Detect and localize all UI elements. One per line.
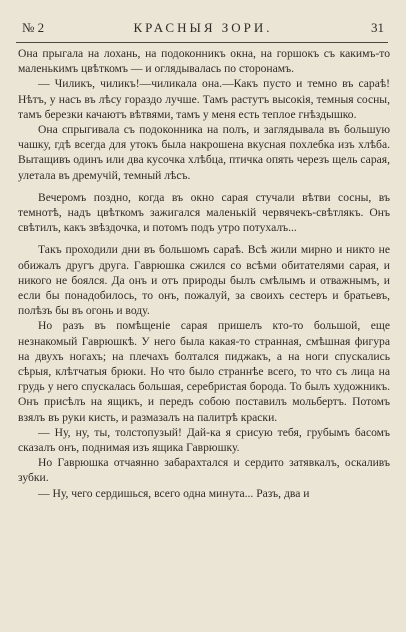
- header-rule: [16, 42, 388, 43]
- paragraph: Такъ проходили дни въ большомъ сараѣ. Всѣ жили мирно и никто не обижалъ другъ друга. Гаврюшка сжился со всѣми обитателями сарая, и никого не боялся. Да онъ и отъ природы былъ смѣлымъ и отважнымъ, и если бы понадобилось, то онъ, пожалуй, за своихъ сестеръ и братьевъ, полѣзъ бы въ огонь и воду.: [18, 243, 390, 318]
- paragraph: — Ну, чего сердишься, всего одна минута... Разъ, два и: [38, 486, 310, 500]
- paragraph: Но Гаврюшка отчаянно забарахтался и сердито затявкалъ, оскаливъ зубки.: [18, 456, 390, 485]
- paragraph: — Чиликъ, чиликъ!—чиликала она.—Какъ пусто и темно въ сараѣ! Нѣтъ, у насъ въ лѣсу гораздо лучше. Тамъ растутъ высокія, темныя сосны, тамъ березки качаютъ вѣтвями, тамъ у меня есть теплое гнѣздышко.: [18, 77, 390, 121]
- paragraph: — Ну, ну, ты, толстопузый! Дай-ка я срисую тебя, грубымъ басомъ сказалъ онъ, поднимая изъ ящика Гаврюшку.: [18, 425, 390, 455]
- journal-title: КРАСНЫЯ ЗОРИ.: [133, 20, 273, 35]
- body-text: [18, 46, 390, 501]
- paragraph: Вечеромъ поздно, когда въ окно сарая стучали вѣтви сосны, въ темнотѣ, надъ цвѣткомъ зажигался маленькій червячекъ-свѣтлякъ. Онъ свѣтилъ, какъ звѣздочка, и потомъ подъ утро потухалъ...: [18, 190, 390, 235]
- paragraph: Но разъ въ помѣщеніе сарая пришелъ кто-то большой, еще незнакомый Гаврюшкѣ. У него была какая-то странная, смѣшная фигура на двухъ ногахъ; на плечахъ болтался пиджакъ, а на ноги спускались сѣрыя, клѣтчатыя брюки. Но что было страннѣе всего, то что съ лица на грудь у него спускалась большая, серебристая борода. То былъ художникъ. Онъ присѣлъ на ящикъ, и передъ собою поставилъ мольбертъ. Потомъ взялъ въ руки кисть, и размазалъ на палитрѣ краски.: [18, 319, 390, 424]
- paragraph: Она прыгала на лохань, на подоконникъ окна, на горшокъ съ какимъ-то маленькимъ цвѣткомъ — и оглядывалась по сторонамъ.: [18, 47, 390, 76]
- running-header: [18, 20, 388, 40]
- page-number: 31: [371, 20, 384, 35]
- issue-number: № 2: [22, 20, 45, 35]
- paragraph: Она спрыгивала съ подоконника на полъ, и заглядывала въ большую чашку, гдѣ всегда для утокъ была накрошена вкусная похлебка изъ хлѣба. Вытащивъ одинъ или два кусочка хлѣбца, птичка опять черезъ щель сарая, улетала въ дремучій, темный лѣсъ.: [18, 123, 390, 182]
